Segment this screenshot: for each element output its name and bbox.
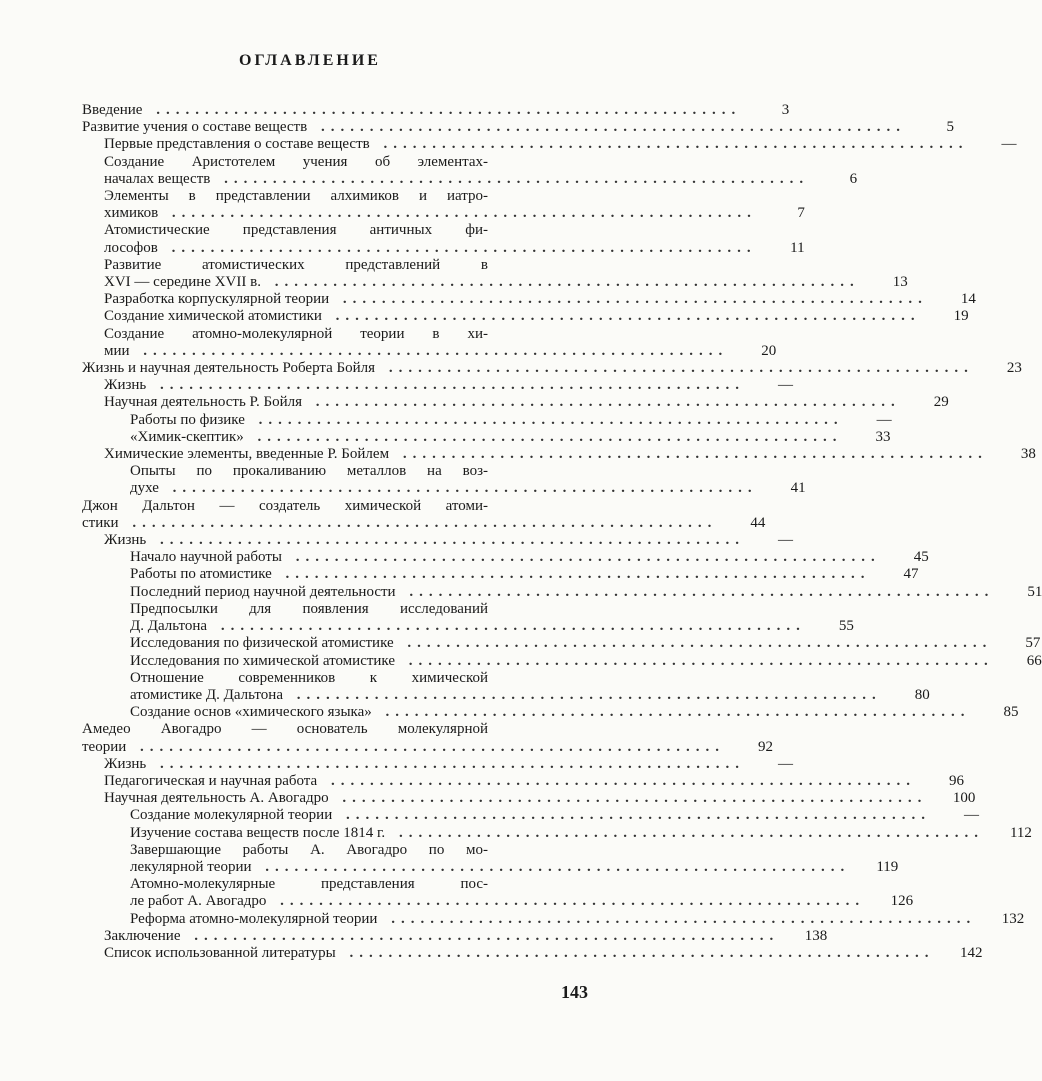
toc-page-number: 38 — [1020, 446, 1036, 463]
toc-entry — [82, 102, 790, 119]
toc-entry-title: лософов — [104, 240, 162, 256]
toc-entry-title: Введение — [82, 102, 146, 118]
dot-leader: ............................................................ — [393, 446, 988, 463]
table-of-contents — [82, 102, 1042, 962]
dot-leader: ............................................................ — [161, 239, 757, 256]
toc-entry — [82, 256, 908, 291]
toc-page-number: 57 — [1025, 635, 1041, 652]
toc-entry-title: атомистике Д. Дальтона — [130, 687, 287, 703]
dot-leader: ............................................................ — [333, 291, 928, 308]
toc-entry — [82, 497, 766, 532]
dot-leader: ............................................................ — [248, 411, 844, 428]
page-title: ОГЛАВЛЕНИЕ — [239, 52, 381, 69]
toc-entry-title: Разработка корпускулярной теории — [104, 291, 333, 307]
dot-leader: ............................................................ — [211, 618, 806, 635]
toc-entry-title: Работы по атомистике — [130, 566, 276, 582]
dot-leader: ............................................................ — [214, 170, 810, 187]
toc-entry — [82, 807, 979, 824]
toc-entry-title: духе — [130, 480, 163, 496]
toc-entry-title: Создание основ «химического языка» — [130, 704, 376, 720]
toc-page-number: 41 — [790, 480, 806, 497]
toc-entry-title-line: Амедео Авогадро — основатель молекулярной — [82, 721, 488, 738]
toc-page-number: 20 — [761, 342, 777, 359]
dot-leader: ............................................................ — [397, 635, 993, 652]
toc-entry — [82, 927, 828, 945]
dot-leader: ............................................................ — [146, 102, 742, 118]
toc-entry-title-line: Предпосылки для появления исследований — [130, 600, 488, 617]
toc-entry-title: теории — [82, 739, 130, 755]
toc-entry-title: лекулярной теории — [130, 859, 256, 875]
toc-entry-title-line: Атомистические представления античных фи- — [104, 222, 488, 239]
toc-entry — [82, 669, 930, 704]
toc-entry-title: Исследования по физической атомистике — [130, 635, 398, 651]
toc-entry-title: Жизнь — [104, 756, 150, 772]
toc-entry-title: Реформа атомно-молекулярной теории — [130, 911, 381, 927]
toc-entry-title: Исследования по химической атомистике — [130, 653, 399, 669]
toc-entry-title-line: Создание атомно-молекулярной теории в хи- — [104, 325, 488, 342]
toc-entry-title: Жизнь — [104, 377, 150, 393]
toc-page-number: 45 — [913, 549, 929, 566]
toc-page-number: 33 — [875, 428, 891, 445]
toc-page-number: 6 — [849, 170, 858, 187]
toc-page-number: 44 — [750, 514, 766, 531]
dot-leader: ............................................................ — [122, 514, 718, 531]
dot-leader: ............................................................ — [270, 893, 866, 910]
toc-entry-title: Изучение состава веществ после 1814 г. — [130, 825, 389, 841]
dot-leader: ............................................................ — [339, 944, 935, 961]
toc-entry-title: Заключение — [104, 928, 185, 944]
toc-entry-title: Развитие учения о составе веществ — [82, 119, 311, 135]
toc-page-number: 3 — [781, 102, 790, 118]
toc-page-number: 23 — [1006, 360, 1022, 377]
dot-leader: ............................................................ — [285, 549, 881, 566]
toc-entry-title-line: Создание Аристотелем учения об элементах- — [104, 153, 488, 170]
toc-entry-title-line: Опыты по прокаливанию металлов на воз- — [130, 463, 488, 480]
toc-entry — [82, 790, 976, 807]
toc-entry — [82, 652, 1042, 670]
dot-leader: ............................................................ — [336, 807, 931, 824]
toc-entry-title: Создание молекулярной теории — [130, 807, 336, 823]
toc-entry-title: Химические элементы, введенные Р. Бойлем — [104, 446, 393, 462]
toc-entry-title-line: Завершающие работы А. Авогадро по мо- — [130, 841, 488, 858]
toc-entry-title: Начало научной работы — [130, 549, 286, 565]
toc-entry-title-line: Джон Дальтон — создатель химической атоми- — [82, 497, 488, 514]
toc-entry — [82, 188, 805, 222]
toc-page-number: 92 — [758, 738, 774, 755]
toc-page-number: 85 — [1003, 704, 1019, 721]
toc-entry — [82, 704, 1019, 721]
toc-entry-title: мии — [104, 343, 134, 359]
toc-page-number: — — [876, 411, 892, 428]
toc-page-number: — — [778, 377, 794, 394]
toc-page-number: 132 — [1001, 910, 1025, 927]
toc-entry — [82, 119, 954, 136]
dot-leader: ............................................................ — [399, 652, 994, 669]
toc-page-number: 126 — [890, 893, 914, 910]
toc-entry-title: XVI — середине XVII в. — [104, 274, 265, 290]
dot-leader: ............................................................ — [375, 704, 971, 721]
toc-page-number: 96 — [948, 772, 964, 789]
toc-entry — [82, 325, 777, 360]
toc-entry-title: химиков — [104, 205, 162, 221]
toc-page-number: 29 — [933, 394, 949, 411]
toc-entry — [82, 600, 854, 635]
toc-entry-title: Научная деятельность А. Авогадро — [104, 790, 333, 806]
dot-leader: ............................................................ — [381, 910, 977, 927]
toc-entry — [82, 360, 1022, 377]
toc-page-number: 19 — [953, 308, 969, 325]
toc-entry-title: Д. Дальтона — [130, 618, 211, 634]
dot-leader: ............................................................ — [150, 377, 746, 394]
toc-page-number: 80 — [914, 686, 930, 703]
toc-entry-title: Работы по физике — [130, 412, 249, 428]
dot-leader: ............................................................ — [373, 136, 969, 153]
toc-entry — [82, 910, 1025, 928]
toc-entry-title-line: Атомно-молекулярные представления пос- — [130, 876, 488, 893]
dot-leader: ............................................................ — [133, 342, 729, 359]
toc-page-number: 13 — [892, 274, 908, 291]
dot-leader: ............................................................ — [130, 738, 726, 755]
dot-leader: ............................................................ — [184, 927, 780, 944]
toc-entry-title: Список использованной литературы — [104, 945, 340, 961]
dot-leader: ............................................................ — [150, 755, 746, 772]
dot-leader: ............................................................ — [255, 858, 851, 875]
toc-page-number: — — [1001, 136, 1017, 153]
toc-entry-title: Последний период научной деятельности — [130, 584, 400, 600]
toc-entry — [82, 411, 892, 429]
toc-entry — [82, 841, 899, 876]
toc-entry — [82, 566, 919, 583]
toc-entry-title: Создание химической атомистики — [104, 308, 326, 324]
toc-entry-title: ле работ А. Авогадро — [130, 893, 270, 909]
toc-page-number: 11 — [790, 239, 805, 256]
dot-leader: ............................................................ — [399, 583, 995, 600]
toc-entry — [82, 394, 949, 411]
toc-page-number: 55 — [838, 618, 854, 635]
toc-entry — [82, 532, 794, 549]
toc-entry — [82, 463, 806, 497]
toc-entry-title: Первые представления о составе веществ — [104, 136, 374, 152]
toc-entry — [82, 876, 914, 910]
toc-page-number: 5 — [946, 119, 954, 136]
toc-entry — [82, 153, 858, 188]
toc-page-number: 14 — [960, 291, 976, 308]
toc-page-number: 66 — [1026, 652, 1042, 669]
toc-entry-title-line: Элементы в представлении алхимиков и иатро- — [104, 188, 488, 205]
toc-page-number: — — [778, 532, 794, 549]
dot-leader: ............................................................ — [321, 772, 916, 789]
dot-leader: ............................................................ — [247, 428, 843, 445]
toc-page-number: 51 — [1027, 583, 1042, 600]
toc-entry — [82, 721, 774, 755]
toc-entry — [82, 136, 1017, 153]
dot-leader: ............................................................ — [306, 394, 901, 411]
toc-page-number: — — [778, 755, 794, 772]
dot-leader: ............................................................ — [264, 274, 860, 291]
toc-entry — [82, 824, 1032, 842]
toc-entry — [82, 549, 929, 566]
toc-page-number: 138 — [804, 927, 828, 944]
dot-leader: ............................................................ — [162, 205, 757, 222]
toc-entry-title-line: Развитие атомистических представлений в — [104, 256, 488, 273]
toc-entry — [82, 583, 1042, 601]
toc-entry — [82, 635, 1041, 652]
dot-leader: ............................................................ — [379, 360, 974, 377]
dot-leader: ............................................................ — [325, 308, 921, 325]
page-number: 143 — [561, 982, 588, 1002]
toc-entry-title: стики — [82, 515, 123, 531]
toc-entry — [82, 377, 794, 394]
dot-leader: ............................................................ — [389, 824, 984, 841]
toc-entry-title: Жизнь и научная деятельность Роберта Бойля — [82, 360, 379, 376]
toc-entry — [82, 755, 794, 773]
toc-page-number: 119 — [876, 858, 899, 875]
toc-entry — [82, 222, 805, 256]
dot-leader: ............................................................ — [286, 686, 882, 703]
toc-entry-title: началах веществ — [104, 171, 214, 187]
toc-entry — [82, 428, 891, 446]
toc-page-number: 100 — [952, 790, 976, 807]
dot-leader: ............................................................ — [150, 532, 746, 549]
toc-entry-title: Жизнь — [104, 532, 150, 548]
toc-entry — [82, 291, 976, 308]
dot-leader: ............................................................ — [162, 480, 758, 497]
dot-leader: ............................................................ — [275, 566, 871, 583]
toc-entry — [82, 772, 964, 790]
toc-page-number: 112 — [1009, 824, 1032, 841]
toc-page-number: 7 — [797, 205, 805, 222]
toc-entry-title: Научная деятельность Р. Бойля — [104, 394, 306, 410]
toc-entry — [82, 446, 1036, 463]
toc-page-number: 142 — [960, 944, 983, 961]
toc-page-number: — — [963, 807, 979, 824]
dot-leader: ............................................................ — [311, 119, 906, 136]
toc-entry — [82, 308, 969, 325]
dot-leader: ............................................................ — [332, 790, 928, 807]
toc-entry-title-line: Отношение современников к химической — [130, 669, 488, 686]
toc-entry-title: Педагогическая и научная работа — [104, 773, 321, 789]
toc-entry — [82, 944, 983, 962]
toc-page-number: 47 — [903, 566, 919, 583]
toc-entry-title: «Химик-скептик» — [130, 429, 248, 445]
